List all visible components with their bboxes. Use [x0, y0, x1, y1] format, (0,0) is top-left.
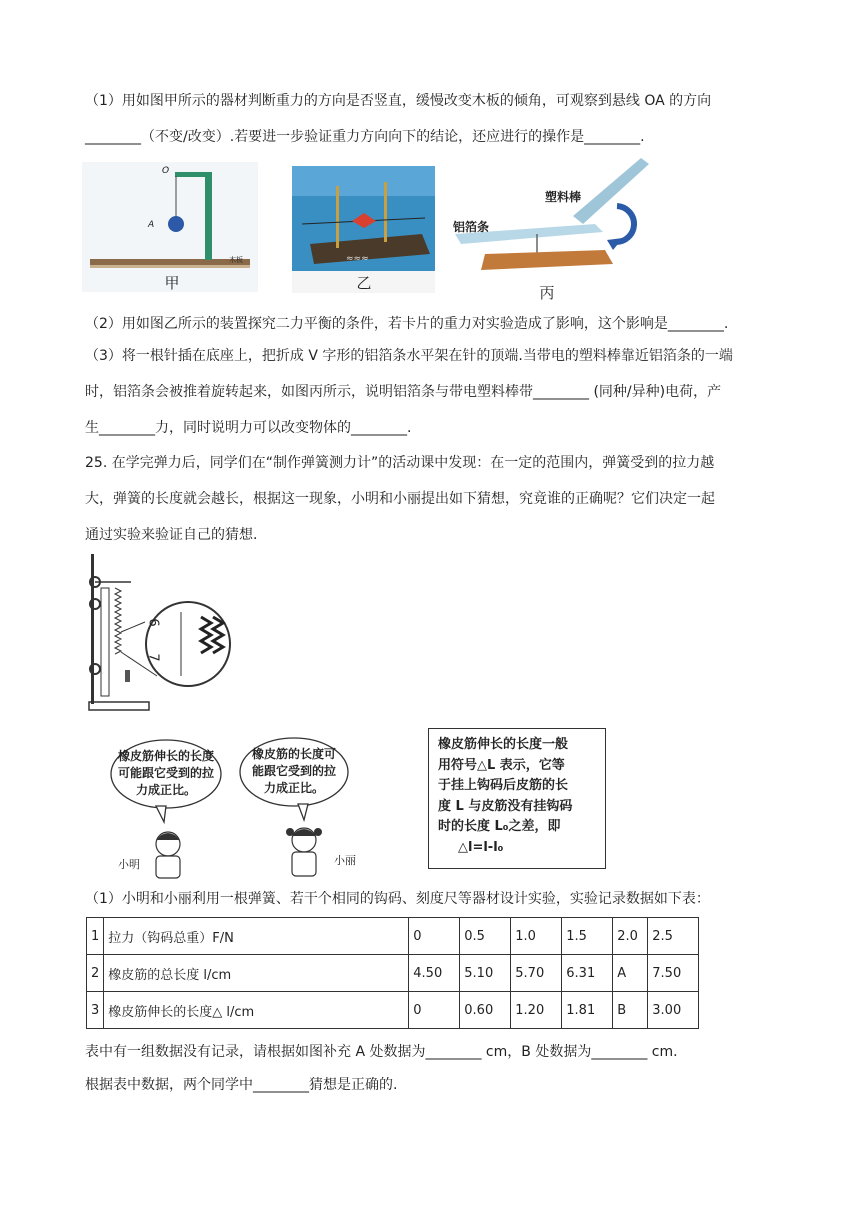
q24-part2: （2）用如图乙所示的装置探究二力平衡的条件，若卡片的重力对实验造成了影响，这个影响是________. — [85, 316, 729, 332]
table-cell: 3.00 — [648, 992, 699, 1029]
figure-jia — [82, 162, 258, 292]
q24-part3-line2: 时，铝箔条会被推着旋转起来，如图丙所示，说明铝箔条与带电塑料棒带________ (同种/异种)电荷，产 — [85, 384, 722, 400]
table-cell: A — [613, 955, 648, 992]
q25-line3: 通过实验来验证自己的猜想. — [85, 527, 258, 543]
table-cell: 0.60 — [460, 992, 511, 1029]
xiaoming-bubble-line3: 力成正比。 — [135, 783, 196, 797]
table-cell: 0 — [409, 992, 460, 1029]
table-row — [87, 992, 699, 1029]
table-cell: 2.0 — [613, 918, 648, 955]
caption-jia: 甲 — [164, 274, 180, 292]
definition-line2: 用符号△L 表示，它等 — [438, 757, 565, 773]
svg-text:≈≈≈: ≈≈≈ — [346, 254, 369, 264]
ruler-mark-7: 7 — [145, 653, 161, 662]
table-cell: 5.10 — [460, 955, 511, 992]
table-cell: 1 — [87, 918, 104, 955]
table-cell: 4.50 — [409, 955, 460, 992]
spring-ruler-drawing — [85, 552, 235, 717]
table-cell: B — [613, 992, 648, 1029]
q25-part1: （1）小明和小丽利用一根弹簧、若干个相同的钩码、刻度尺等器材设计实验，实验记录数据如下表： — [85, 891, 710, 907]
table-cell: 1.5 — [562, 918, 613, 955]
q25-line1: 25. 在学完弹力后，同学们在“制作弹簧测力计”的活动课中发现：在一定的范围内，弹簧受到的拉力越 — [85, 455, 715, 471]
definition-formula: △l=l-l₀ — [458, 839, 504, 855]
xiaoming-name: 小明 — [118, 858, 140, 871]
label-aluminum-foil: 铝箔条 — [453, 220, 490, 234]
xiaoli-name: 小丽 — [334, 854, 356, 867]
definition-box — [428, 728, 606, 869]
figure-yi — [292, 166, 435, 293]
xiaoli-bubble-line3: 力成正比。 — [263, 781, 324, 795]
definition-line1: 橡皮筋伸长的长度一般 — [438, 737, 569, 752]
table-cell: 拉力（钩码总重）F/N — [104, 918, 409, 955]
definition-line4: 度 L 与皮筋没有挂钩码 — [438, 798, 573, 814]
table-cell: 橡皮筋的总长度 l/cm — [104, 955, 409, 992]
table-cell: 0 — [409, 918, 460, 955]
table-cell: 6.31 — [562, 955, 613, 992]
q24-part1-line1: （1）用如图甲所示的器材判断重力的方向是否竖直，缓慢改变木板的倾角，可观察到悬线 OA 的方向 — [85, 93, 712, 109]
definition-line3: 于挂上钩码后皮筋的长 — [438, 778, 569, 793]
ruler-mark-6: 6 — [145, 618, 161, 627]
table-cell: 1.81 — [562, 992, 613, 1029]
q24-part3-line1: （3）将一根针插在底座上，把折成 V 字形的铝箔条水平架在针的顶端.当带电的塑料棒靠近铝箔条的一端 — [85, 348, 733, 364]
label-o: O — [162, 166, 170, 176]
q25-line2: 大，弹簧的长度就会越长，根据这一现象，小明和小丽提出如下猜想，究竟谁的正确呢？它们决定一起 — [85, 491, 715, 507]
xiaoli-bubble-line1: 橡皮筋的长度可 — [251, 747, 336, 761]
q24-part1-line2: ________（不变/改变）.若要进一步验证重力方向向下的结论，还应进行的操作是________. — [85, 129, 645, 145]
q25-fill-a-b: 表中有一组数据没有记录，请根据如图补充 A 处数据为________ cm，B 处数据为________ cm. — [85, 1044, 678, 1060]
q24-part3-line3: 生________力，同时说明力可以改变物体的________. — [85, 420, 412, 436]
table-cell: 2 — [87, 955, 104, 992]
figure-students — [108, 736, 420, 881]
table-cell: 7.50 — [648, 955, 699, 992]
table-cell: 0.5 — [460, 918, 511, 955]
table-cell: 1.20 — [511, 992, 562, 1029]
figure-spring-ruler — [85, 552, 235, 717]
xiaoming-bubble-line1: 橡皮筋伸长的长度 — [117, 749, 214, 763]
table-cell: 3 — [87, 992, 104, 1029]
figure-yi-drawing — [292, 166, 435, 271]
q25-conclusion: 根据表中数据，两个同学中________猜想是正确的. — [85, 1077, 398, 1093]
xiaoming-bubble-line2: 可能跟它受到的拉 — [117, 766, 214, 780]
table-cell: 橡皮筋伸长的长度△ l/cm — [104, 992, 409, 1029]
figure-bing — [445, 154, 650, 304]
definition-line5: 时的长度 L₀之差，即 — [438, 819, 561, 834]
data-table — [86, 917, 699, 1029]
table-cell: 2.5 — [648, 918, 699, 955]
label-board: 木板 — [229, 256, 243, 264]
table-row — [87, 955, 699, 992]
caption-bing: 丙 — [539, 284, 555, 302]
caption-yi: 乙 — [356, 274, 372, 292]
label-a: A — [148, 220, 155, 230]
table-cell: 5.70 — [511, 955, 562, 992]
table-cell: 1.0 — [511, 918, 562, 955]
table-row — [87, 918, 699, 955]
xiaoli-bubble-line2: 能跟它受到的拉 — [251, 764, 336, 778]
label-plastic-rod: 塑料棒 — [545, 190, 582, 204]
